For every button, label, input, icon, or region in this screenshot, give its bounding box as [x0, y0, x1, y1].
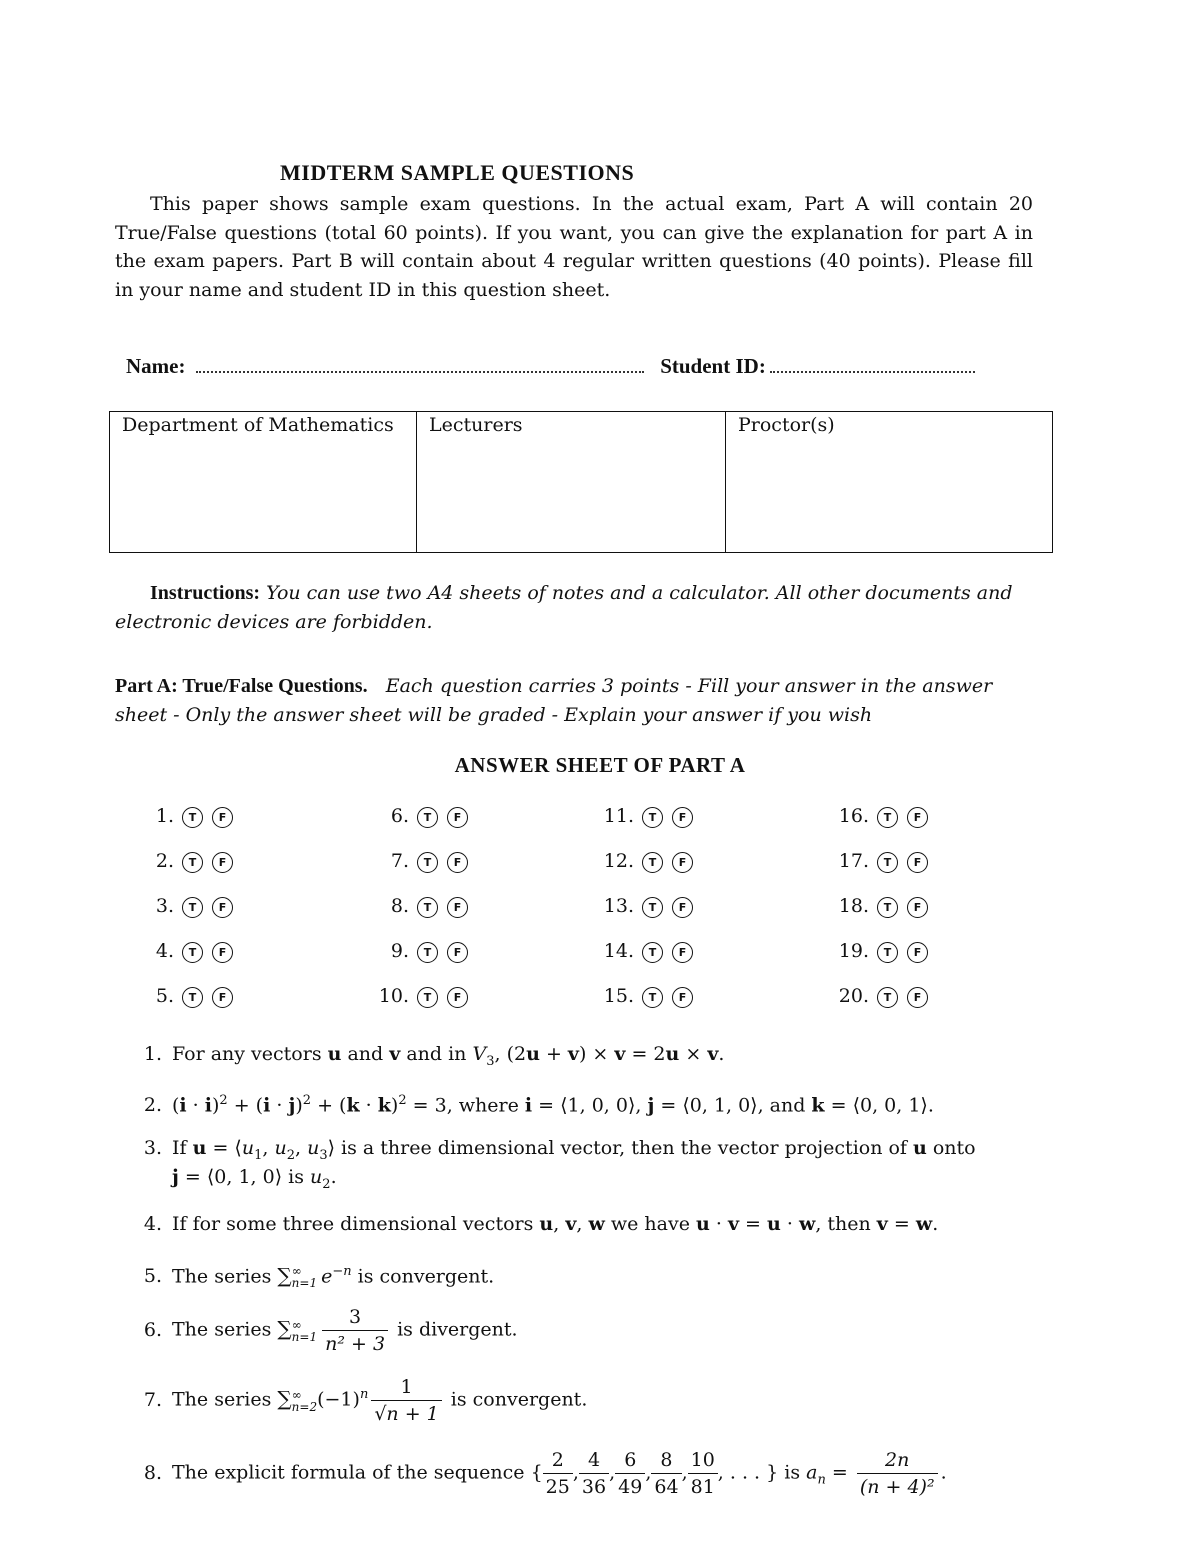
question-number: 2. — [143, 1094, 162, 1117]
answer-sheet-title: ANSWER SHEET OF PART A — [454, 753, 746, 777]
q-text: + ( — [227, 1094, 264, 1117]
name-label: Name: — [126, 354, 186, 378]
denominator: 25 — [545, 1476, 570, 1498]
q-text: = — [887, 1213, 916, 1235]
question-6 — [140, 1304, 518, 1357]
answer-number: 19. — [838, 940, 869, 962]
numerator: 2 — [543, 1447, 573, 1474]
q-text: , . . . } is — [717, 1461, 807, 1484]
q-text: = ⟨ — [206, 1137, 242, 1159]
q-text: and in — [400, 1043, 473, 1065]
sum-lower: n=1 — [291, 1276, 318, 1291]
false-bubble[interactable]: F — [672, 897, 693, 918]
q-text: The explicit formula of the sequence { — [172, 1461, 543, 1484]
q-text: is divergent. — [391, 1318, 518, 1341]
fraction — [651, 1447, 681, 1500]
question-4 — [140, 1210, 938, 1238]
question-8: 8. The explicit formula of the sequence { $\frac{2}{25}$ , $\frac{4}{36}$ , $\frac{6}{49}$ , $\frac{8}{64}$ , $\frac{10}{81}$ , . . . } is $a_n$ = $\frac{2n}{\text{(n + 4)²}}$ . — [140, 1447, 947, 1500]
q-text: is convergent. — [351, 1265, 495, 1288]
false-bubble[interactable]: F — [447, 897, 468, 918]
answer-number: 5. — [155, 985, 174, 1007]
answer-row — [375, 985, 477, 1008]
q-var: u — [274, 1137, 287, 1159]
answer-row — [835, 985, 937, 1008]
q-var: a — [806, 1461, 818, 1484]
q-var: V — [472, 1043, 487, 1065]
true-bubble[interactable]: T — [417, 807, 438, 828]
true-bubble[interactable]: T — [642, 897, 663, 918]
true-bubble[interactable]: T — [182, 942, 203, 963]
q-var: u — [327, 1043, 342, 1065]
sum-lower: n=2 — [291, 1399, 318, 1414]
answer-row — [375, 895, 477, 918]
answer-number: 2. — [155, 850, 174, 872]
q-var: u — [767, 1213, 781, 1235]
denominator: n² + 3 — [325, 1333, 386, 1355]
q-text: ) — [390, 1094, 399, 1117]
q-text: (−1) — [317, 1388, 360, 1411]
part-a-label: Part A: True/False Questions. — [115, 675, 368, 697]
fraction — [615, 1447, 645, 1500]
department-cell — [110, 412, 417, 552]
answer-row — [600, 850, 702, 873]
answer-row — [835, 850, 937, 873]
q-var: u — [696, 1213, 710, 1235]
false-bubble[interactable]: F — [447, 942, 468, 963]
answer-number: 16. — [838, 805, 869, 827]
student-id-label: Student ID: — [660, 354, 766, 378]
q-text: · — [709, 1213, 728, 1235]
answer-number: 3. — [155, 895, 174, 917]
proctors-label: Proctor(s) — [738, 414, 835, 436]
answer-row — [600, 940, 702, 963]
proctors-cell — [726, 412, 1052, 552]
sum-upper: ∞ — [291, 1387, 302, 1402]
answer-row — [835, 805, 937, 828]
question-number: 6. — [143, 1318, 162, 1341]
question-number: 8. — [143, 1461, 162, 1484]
answer-number: 7. — [390, 850, 409, 872]
answer-number: 4. — [155, 940, 174, 962]
true-bubble[interactable]: T — [182, 897, 203, 918]
q-sup: 2 — [219, 1093, 228, 1108]
q-var: j — [288, 1094, 296, 1117]
answer-number: 13. — [603, 895, 634, 917]
name-id-row — [126, 353, 975, 379]
page-title: MIDTERM SAMPLE QUESTIONS — [280, 160, 635, 185]
true-bubble[interactable]: T — [877, 942, 898, 963]
q-text: The series — [172, 1265, 278, 1288]
fraction — [371, 1374, 441, 1427]
q-var: v — [614, 1043, 626, 1065]
false-bubble[interactable]: F — [447, 807, 468, 828]
q-text: = — [739, 1213, 767, 1235]
answer-number: 20. — [838, 985, 869, 1007]
question-number: 3. — [143, 1137, 162, 1159]
question-3-cont — [172, 1163, 337, 1199]
denominator: (n + 4)² — [859, 1476, 935, 1498]
q-text: . — [940, 1461, 947, 1484]
answer-number: 1. — [155, 805, 174, 827]
q-text: = — [825, 1461, 854, 1484]
answer-number: 10. — [378, 985, 409, 1007]
answer-number: 9. — [390, 940, 409, 962]
denominator: 36 — [581, 1476, 607, 1498]
q-var: u — [310, 1166, 323, 1188]
true-bubble[interactable]: T — [642, 852, 663, 873]
answer-row — [140, 895, 242, 918]
q-var: j — [647, 1094, 655, 1117]
q-text: ) — [211, 1094, 220, 1117]
denominator: 64 — [654, 1476, 679, 1498]
lecturers-cell — [417, 412, 726, 552]
false-bubble[interactable]: F — [907, 897, 928, 918]
true-bubble[interactable]: T — [182, 807, 203, 828]
part-a-header — [115, 672, 1033, 729]
q-text: = ⟨0, 1, 0⟩, and — [654, 1094, 812, 1117]
fraction — [857, 1447, 938, 1500]
q-text: The series — [172, 1388, 278, 1411]
answer-row — [375, 850, 477, 873]
answer-row — [600, 985, 702, 1008]
true-bubble[interactable]: T — [642, 987, 663, 1008]
q-sub: 1 — [254, 1147, 263, 1163]
q-sub: 2 — [286, 1147, 295, 1163]
q-text: . — [932, 1213, 939, 1235]
q-var: u — [307, 1137, 320, 1159]
q-var: i — [524, 1094, 533, 1117]
false-bubble[interactable]: F — [212, 987, 233, 1008]
intro-paragraph — [115, 190, 1033, 304]
q-text: is convergent. — [444, 1388, 588, 1411]
false-bubble[interactable]: F — [672, 852, 693, 873]
q-sub: 2 — [322, 1176, 331, 1192]
fraction — [688, 1447, 718, 1500]
q-text: If — [172, 1137, 193, 1159]
false-bubble[interactable]: F — [907, 942, 928, 963]
q-sub: 3 — [319, 1147, 328, 1163]
fraction — [579, 1447, 609, 1500]
q-var: u — [539, 1213, 554, 1235]
q-text: . — [718, 1043, 725, 1065]
numerator: 6 — [615, 1447, 645, 1474]
true-bubble[interactable]: T — [877, 987, 898, 1008]
denominator: 49 — [618, 1476, 643, 1498]
question-5 — [140, 1258, 494, 1290]
answer-row — [375, 940, 477, 963]
true-bubble[interactable]: T — [417, 852, 438, 873]
q-sup: 2 — [398, 1093, 407, 1108]
answer-row — [140, 985, 242, 1008]
q-sup: 2 — [302, 1093, 312, 1108]
q-text: we have — [604, 1213, 696, 1235]
answer-number: 12. — [603, 850, 634, 872]
q-var: v — [707, 1043, 719, 1065]
q-var: i — [263, 1094, 271, 1117]
q-text: The series — [172, 1318, 278, 1341]
sum-upper: ∞ — [291, 1317, 302, 1332]
q-var: w — [915, 1213, 933, 1235]
q-text: ) × — [578, 1043, 615, 1065]
q-sub: 3 — [486, 1053, 495, 1069]
q-text: ( — [172, 1094, 180, 1117]
false-bubble[interactable]: F — [212, 897, 233, 918]
q-text: , (2 — [494, 1043, 527, 1065]
q-text: = ⟨0, 0, 1⟩. — [824, 1094, 934, 1117]
false-bubble[interactable]: F — [447, 852, 468, 873]
q-var: v — [567, 1043, 579, 1065]
q-text: · — [186, 1094, 205, 1117]
answer-number: 17. — [838, 850, 869, 872]
q-text: , then — [815, 1213, 877, 1235]
q-text: · — [270, 1094, 289, 1117]
q-text: = ⟨1, 0, 0⟩, — [532, 1094, 648, 1117]
q-var: w — [798, 1213, 816, 1235]
true-bubble[interactable]: T — [642, 807, 663, 828]
question-number: 1. — [143, 1043, 162, 1065]
q-text: ⟩ is a three dimensional vector, then the vector projection of — [327, 1137, 913, 1159]
numerator: 10 — [688, 1447, 718, 1474]
true-bubble[interactable]: T — [877, 807, 898, 828]
answer-number: 18. — [838, 895, 869, 917]
q-text: and — [341, 1043, 390, 1065]
q-text: + ( — [311, 1094, 347, 1117]
denominator: √n + 1 — [374, 1403, 439, 1425]
sum-symbol: ∑ — [277, 1263, 292, 1288]
q-var: w — [588, 1213, 605, 1235]
numerator: 2n — [857, 1447, 938, 1474]
instructions-text: You can use two A4 sheets of notes and a calculator. All other documents and electronic devices are forbidden. — [115, 582, 1013, 633]
false-bubble[interactable]: F — [672, 987, 693, 1008]
false-bubble[interactable]: F — [672, 942, 693, 963]
answer-number: 6. — [390, 805, 409, 827]
true-bubble[interactable]: T — [417, 897, 438, 918]
q-text: onto — [926, 1137, 976, 1159]
q-var: u — [913, 1137, 927, 1159]
sum-lower: n=1 — [291, 1329, 318, 1344]
q-sup: −n — [332, 1264, 352, 1279]
part-a-text: Each question carries 3 points - Fill your answer in the answer sheet - Only the answer sheet will be graded - Explain your answer if you wish — [115, 675, 993, 726]
q-text: If for some three dimensional vectors — [172, 1213, 540, 1235]
q-text: + — [539, 1043, 568, 1065]
numerator: 8 — [651, 1447, 681, 1474]
answer-number: 14. — [603, 940, 634, 962]
q-var: v — [565, 1213, 577, 1235]
answer-row — [835, 895, 937, 918]
q-var: j — [172, 1166, 179, 1188]
sum-upper: ∞ — [291, 1264, 302, 1279]
q-text: = 3, where — [406, 1094, 525, 1117]
answer-row — [140, 940, 242, 963]
q-var: k — [346, 1094, 360, 1117]
true-bubble[interactable]: T — [417, 987, 438, 1008]
denominator: 81 — [690, 1476, 715, 1498]
q-text: , — [553, 1213, 566, 1235]
q-text: For any vectors — [172, 1043, 328, 1065]
name-field[interactable] — [196, 353, 644, 373]
false-bubble[interactable]: F — [447, 987, 468, 1008]
q-text: = ⟨0, 1, 0⟩ is — [178, 1166, 311, 1188]
false-bubble[interactable]: F — [212, 942, 233, 963]
q-text: ) — [295, 1094, 303, 1117]
q-text: . — [330, 1166, 337, 1188]
q-var: u — [665, 1043, 680, 1065]
q-var: u — [526, 1043, 540, 1065]
instructions-label: Instructions: — [150, 582, 261, 604]
numerator: 4 — [579, 1447, 609, 1474]
q-text: = 2 — [625, 1043, 666, 1065]
q-var: i — [204, 1094, 212, 1117]
true-bubble[interactable]: T — [182, 852, 203, 873]
false-bubble[interactable]: F — [907, 987, 928, 1008]
q-sub: n — [817, 1472, 826, 1488]
question-number: 5. — [143, 1265, 162, 1288]
answer-number: 11. — [603, 805, 634, 827]
numerator: 1 — [371, 1374, 441, 1401]
q-var: v — [389, 1043, 401, 1065]
department-label: Department of Mathematics — [122, 414, 394, 436]
false-bubble[interactable]: F — [212, 807, 233, 828]
answer-row — [140, 850, 242, 873]
q-text: · — [780, 1213, 799, 1235]
question-7 — [140, 1374, 587, 1427]
sum-symbol: ∑ — [277, 1316, 292, 1341]
question-3: 3. If $u = ⟨u_1$, $u_2$, $u_3⟩$ is a three dimensional vector, then the vector projection of u onto — [140, 1134, 976, 1170]
q-text: , — [576, 1213, 589, 1235]
question-1 — [140, 1040, 724, 1076]
answer-row — [375, 805, 477, 828]
instructions — [115, 579, 1033, 636]
question-2 — [140, 1087, 934, 1119]
answer-row — [600, 895, 702, 918]
lecturers-label: Lecturers — [429, 414, 523, 436]
false-bubble[interactable]: F — [907, 807, 928, 828]
true-bubble[interactable]: T — [182, 987, 203, 1008]
answer-number: 8. — [390, 895, 409, 917]
answer-row — [835, 940, 937, 963]
intro-text: This paper shows sample exam questions. In the actual exam, Part A will contain 20 True/False questions (total 60 points). If you want, you can give the explanation for part A in the exam papers. Part B will contain about 4 regular written questions (40 points). Please fill in your name and student ID in this question sheet. — [115, 193, 1033, 301]
q-sup: n — [359, 1387, 369, 1403]
false-bubble[interactable]: F — [212, 852, 233, 873]
q-var: k — [811, 1094, 825, 1117]
q-text: × — [679, 1043, 708, 1065]
q-var: e — [321, 1265, 333, 1288]
sum-symbol: ∑ — [277, 1386, 292, 1411]
answer-number: 15. — [603, 985, 634, 1007]
answer-row — [600, 805, 702, 828]
true-bubble[interactable]: T — [417, 942, 438, 963]
true-bubble[interactable]: T — [877, 852, 898, 873]
numerator: 3 — [322, 1304, 388, 1331]
question-number: 4. — [143, 1213, 162, 1235]
question-number: 7. — [143, 1388, 162, 1411]
true-bubble[interactable]: T — [642, 942, 663, 963]
q-var: k — [377, 1094, 391, 1117]
fraction — [322, 1304, 388, 1357]
info-table — [109, 411, 1053, 553]
q-var: u — [192, 1137, 207, 1159]
fraction — [543, 1447, 573, 1500]
student-id-field[interactable] — [770, 353, 975, 373]
q-var: i — [179, 1094, 187, 1117]
q-var: v — [876, 1213, 888, 1235]
q-text: · — [359, 1094, 378, 1117]
false-bubble[interactable]: F — [672, 807, 693, 828]
true-bubble[interactable]: T — [877, 897, 898, 918]
q-var: v — [727, 1213, 739, 1235]
false-bubble[interactable]: F — [907, 852, 928, 873]
q-var: u — [241, 1137, 255, 1159]
answer-row — [140, 805, 242, 828]
